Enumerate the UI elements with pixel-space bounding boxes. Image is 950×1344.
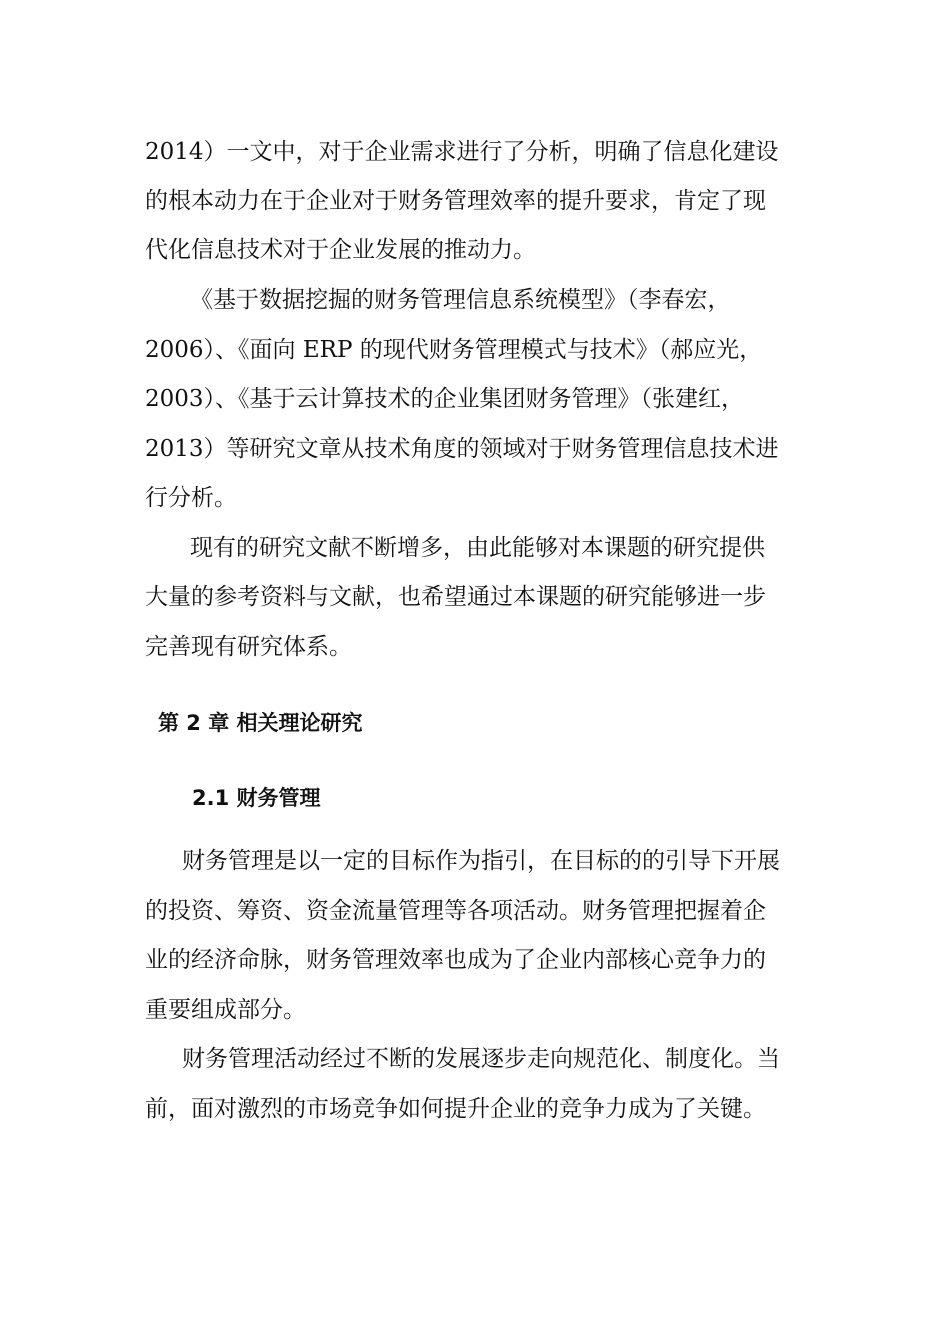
paragraph-2-line-3: 2003）、《基于云计算技术的企业集团财务管理》（张建红， (145, 386, 745, 412)
section-paragraph-2-line-2: 前，面对激烈的市场竞争如何提升企业的竞争力成为了关键。 (145, 1096, 766, 1122)
paragraph-3-line-2: 大量的参考资料与文献，也希望通过本课题的研究能够进一步 (145, 584, 766, 610)
paragraph-2-line-4: 2013）等研究文章从技术角度的领域对于财务管理信息技术进 (145, 436, 779, 462)
paragraph-2-line-1: 《基于数据挖掘的财务管理信息系统模型》（李春宏， (190, 287, 731, 313)
paragraph-1-line-3: 代化信息技术对于企业发展的推动力。 (145, 237, 536, 263)
paragraph-3-line-3: 完善现有研究体系。 (145, 634, 352, 660)
paragraph-2-line-2: 2006）、《面向 ERP 的现代财务管理模式与技术》（郝应光， (145, 337, 763, 363)
paragraph-1-line-2: 的根本动力在于企业对于财务管理效率的提升要求，肯定了现 (145, 188, 766, 214)
section-paragraph-1-line-2: 的投资、筹资、资金流量管理等各项活动。财务管理把握着企 (145, 898, 766, 924)
section-heading: 2.1 财务管理 (192, 786, 321, 810)
section-paragraph-1-line-4: 重要组成部分。 (145, 997, 306, 1023)
paragraph-1-line-1: 2014）一文中，对于企业需求进行了分析，明确了信息化建设 (145, 139, 779, 165)
chapter-heading: 第 2 章 相关理论研究 (158, 711, 363, 735)
section-paragraph-1-line-3: 业的经济命脉，财务管理效率也成为了企业内部核心竞争力的 (145, 947, 766, 973)
section-paragraph-2-line-1: 财务管理活动经过不断的发展逐步走向规范化、制度化。当 (182, 1046, 780, 1072)
paragraph-2-line-5: 行分析。 (145, 485, 237, 511)
section-paragraph-1-line-1: 财务管理是以一定的目标作为指引，在目标的的引导下开展 (182, 848, 780, 874)
paragraph-3-line-1: 现有的研究文献不断增多，由此能够对本课题的研究提供 (190, 535, 765, 561)
